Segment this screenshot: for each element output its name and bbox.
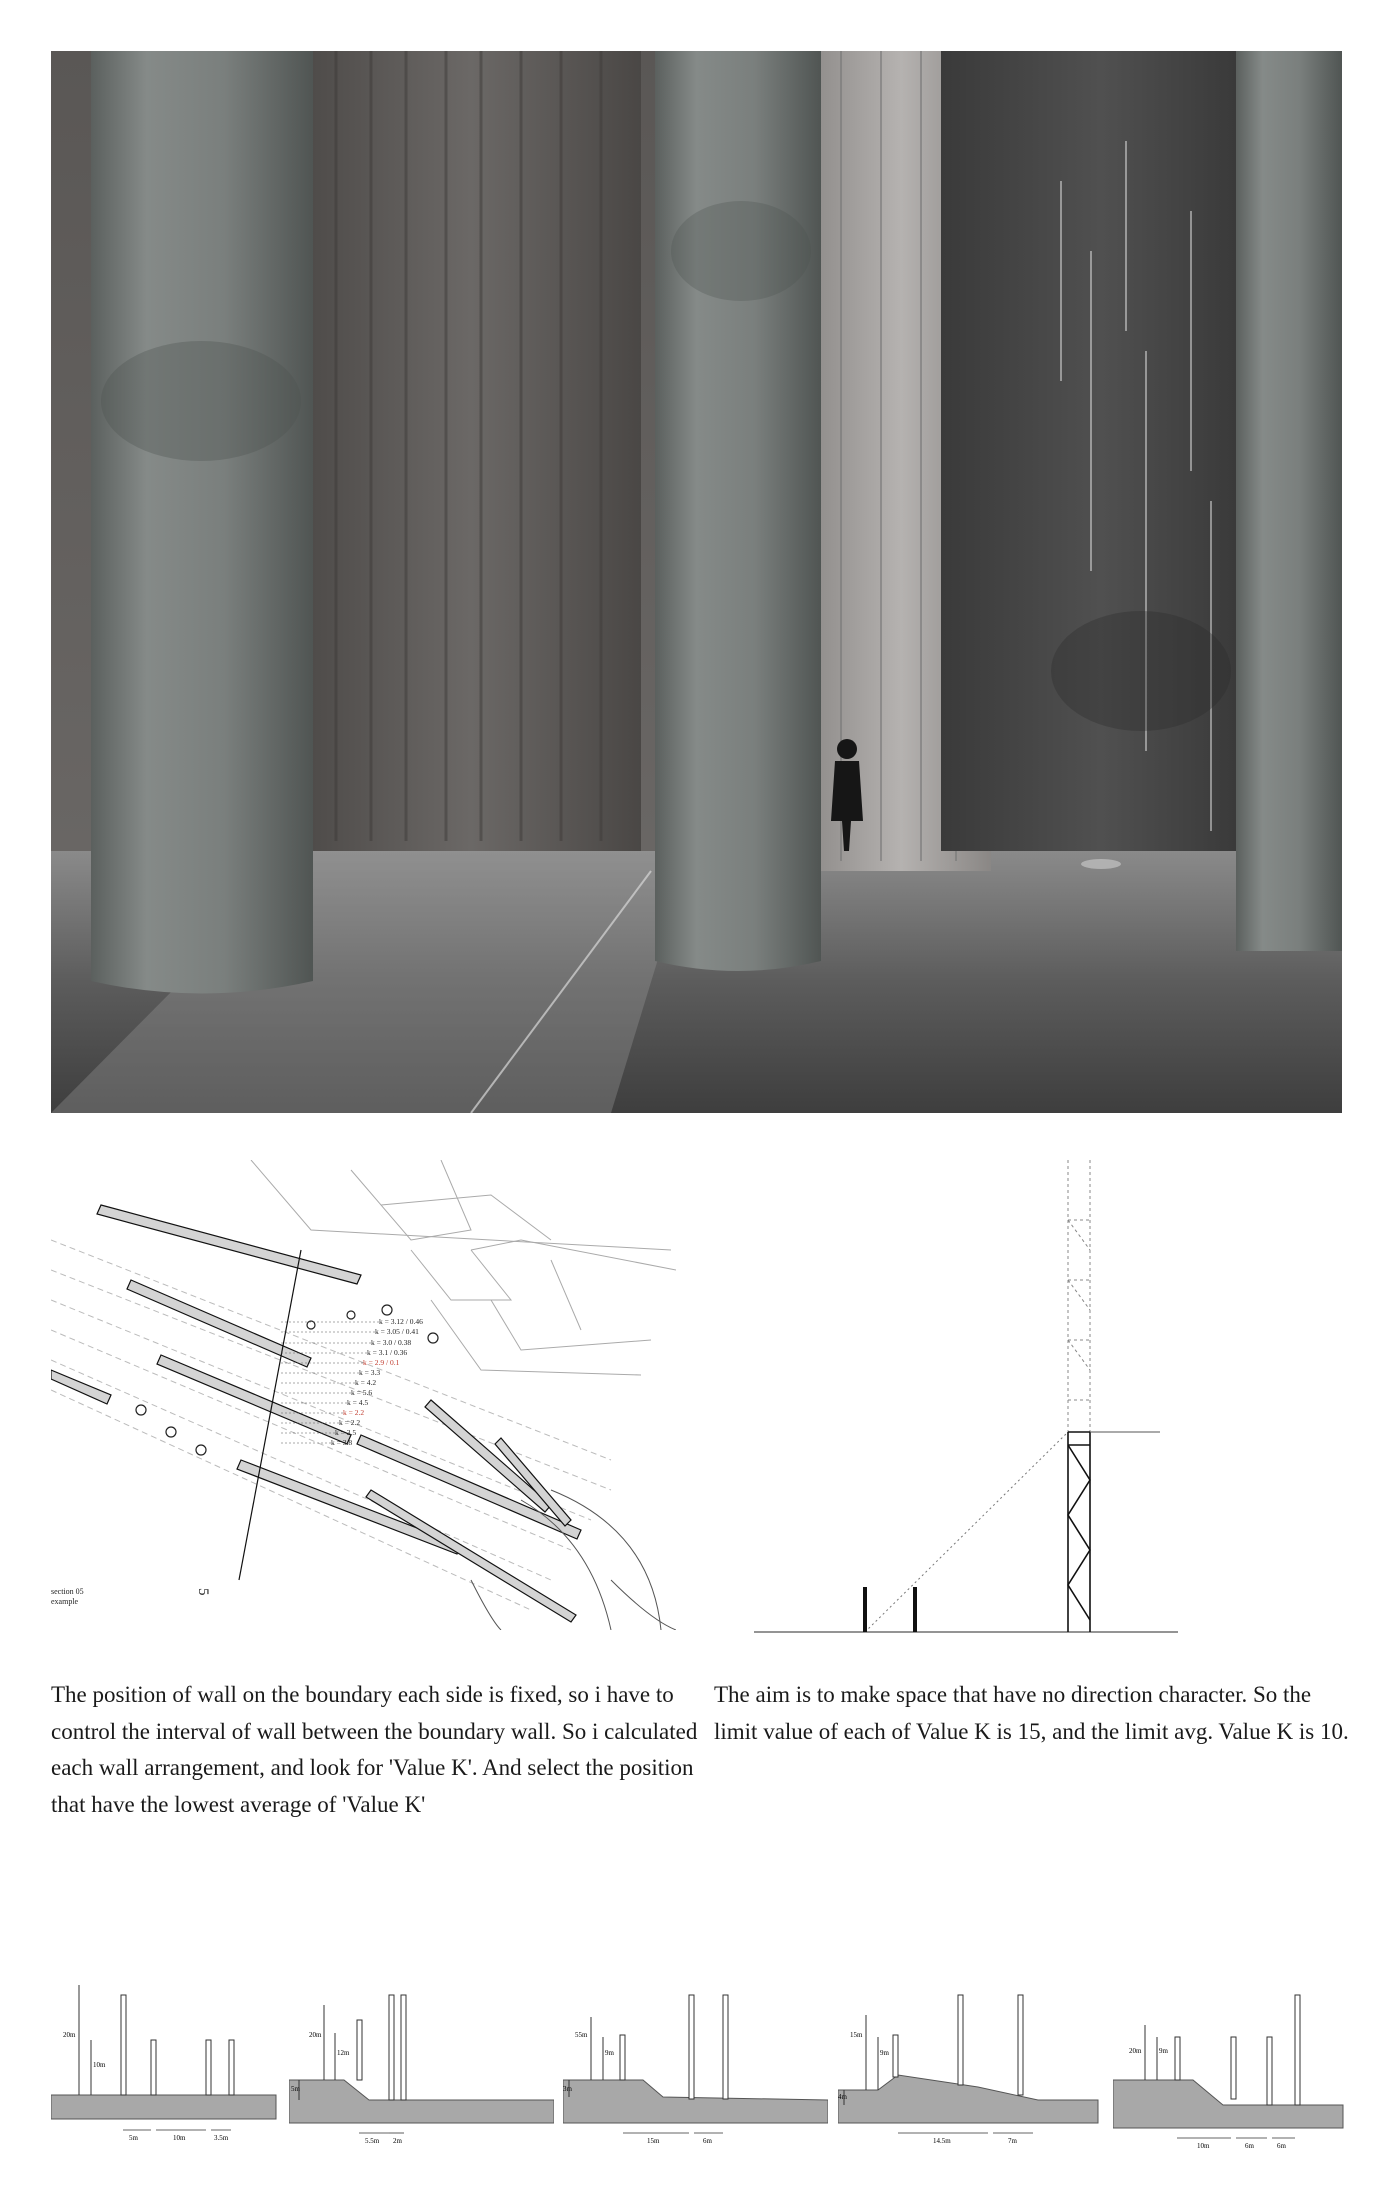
hero-render-image [51,51,1342,1113]
section-diagram-4 [838,1975,1103,2185]
description-right: The aim is to make space that have no direction character. So the limit value of each of Value K is 15, and the limit avg. Value K is 10. [714,1682,1349,1744]
k-label: k = 3.3 [359,1368,381,1377]
svg-text:14.5m: 14.5m [933,2137,951,2145]
k-label: k = 3.05 / 0.41 [375,1327,419,1336]
svg-text:12m: 12m [337,2049,350,2057]
svg-text:5m: 5m [129,2134,138,2142]
svg-text:20m: 20m [63,2031,76,2039]
k-label: k = 3.5 [335,1428,357,1437]
svg-text:9m: 9m [605,2049,614,2057]
svg-text:5m: 5m [291,2085,300,2093]
section-diagram-5 [1113,1975,1353,2185]
svg-text:7m: 7m [1008,2137,1017,2145]
svg-text:15m: 15m [647,2137,660,2145]
svg-text:10m: 10m [173,2134,186,2142]
svg-text:9m: 9m [880,2049,889,2057]
k-label: k = 2.2 [339,1418,361,1427]
plan-lines [51,1160,676,1630]
section-diagram-2 [289,1975,554,2185]
svg-text:55m: 55m [575,2031,588,2039]
svg-text:2m: 2m [393,2137,402,2145]
k-label: k = 5.6 [351,1388,373,1397]
k-label-highlight: k = 2.9 / 0.1 [363,1358,400,1367]
svg-text:6m: 6m [1245,2142,1254,2150]
svg-text:9m: 9m [1159,2047,1168,2055]
elevation-diagram [740,1160,1190,1640]
plan-caption: section 05 [51,1587,84,1596]
plan-caption: example [51,1597,79,1606]
columns-perspective-illustration [51,51,1342,1113]
svg-text:20m: 20m [1129,2047,1142,2055]
svg-text:15m: 15m [850,2031,863,2039]
svg-text:6m: 6m [703,2137,712,2145]
svg-text:10m: 10m [1197,2142,1210,2150]
svg-text:3m: 3m [563,2085,572,2093]
k-label: k = 3.12 / 0.46 [379,1317,423,1326]
site-plan-drawing [51,1160,676,1630]
svg-text:3.5m: 3.5m [214,2134,229,2142]
section-diagram-3 [563,1975,828,2185]
svg-text:5.5m: 5.5m [365,2137,380,2145]
k-label-highlight: k = 2.2 [343,1408,365,1417]
k-label: k = 3.0 / 0.38 [371,1338,412,1347]
svg-text:20m: 20m [309,2031,322,2039]
svg-text:6m: 6m [1277,2142,1286,2150]
elevation-lines [740,1160,1190,1640]
k-label: k = 3.8 [331,1438,353,1447]
k-label: k = 4.5 [347,1398,369,1407]
svg-text:4m: 4m [838,2093,847,2101]
section-diagram-1 [51,1975,281,2185]
description-left: The position of wall on the boundary each side is fixed, so i have to control the interval of wall between the boundary wall. So i calculated each wall arrangement, and look for 'Value K'. And select the position that have the lowest average of 'Value K' [51,1682,698,1817]
svg-text:10m: 10m [93,2061,106,2069]
k-label: k = 4.2 [355,1378,377,1387]
section-number: 5 [195,1588,211,1596]
k-label: k = 3.1 / 0.36 [367,1348,408,1357]
